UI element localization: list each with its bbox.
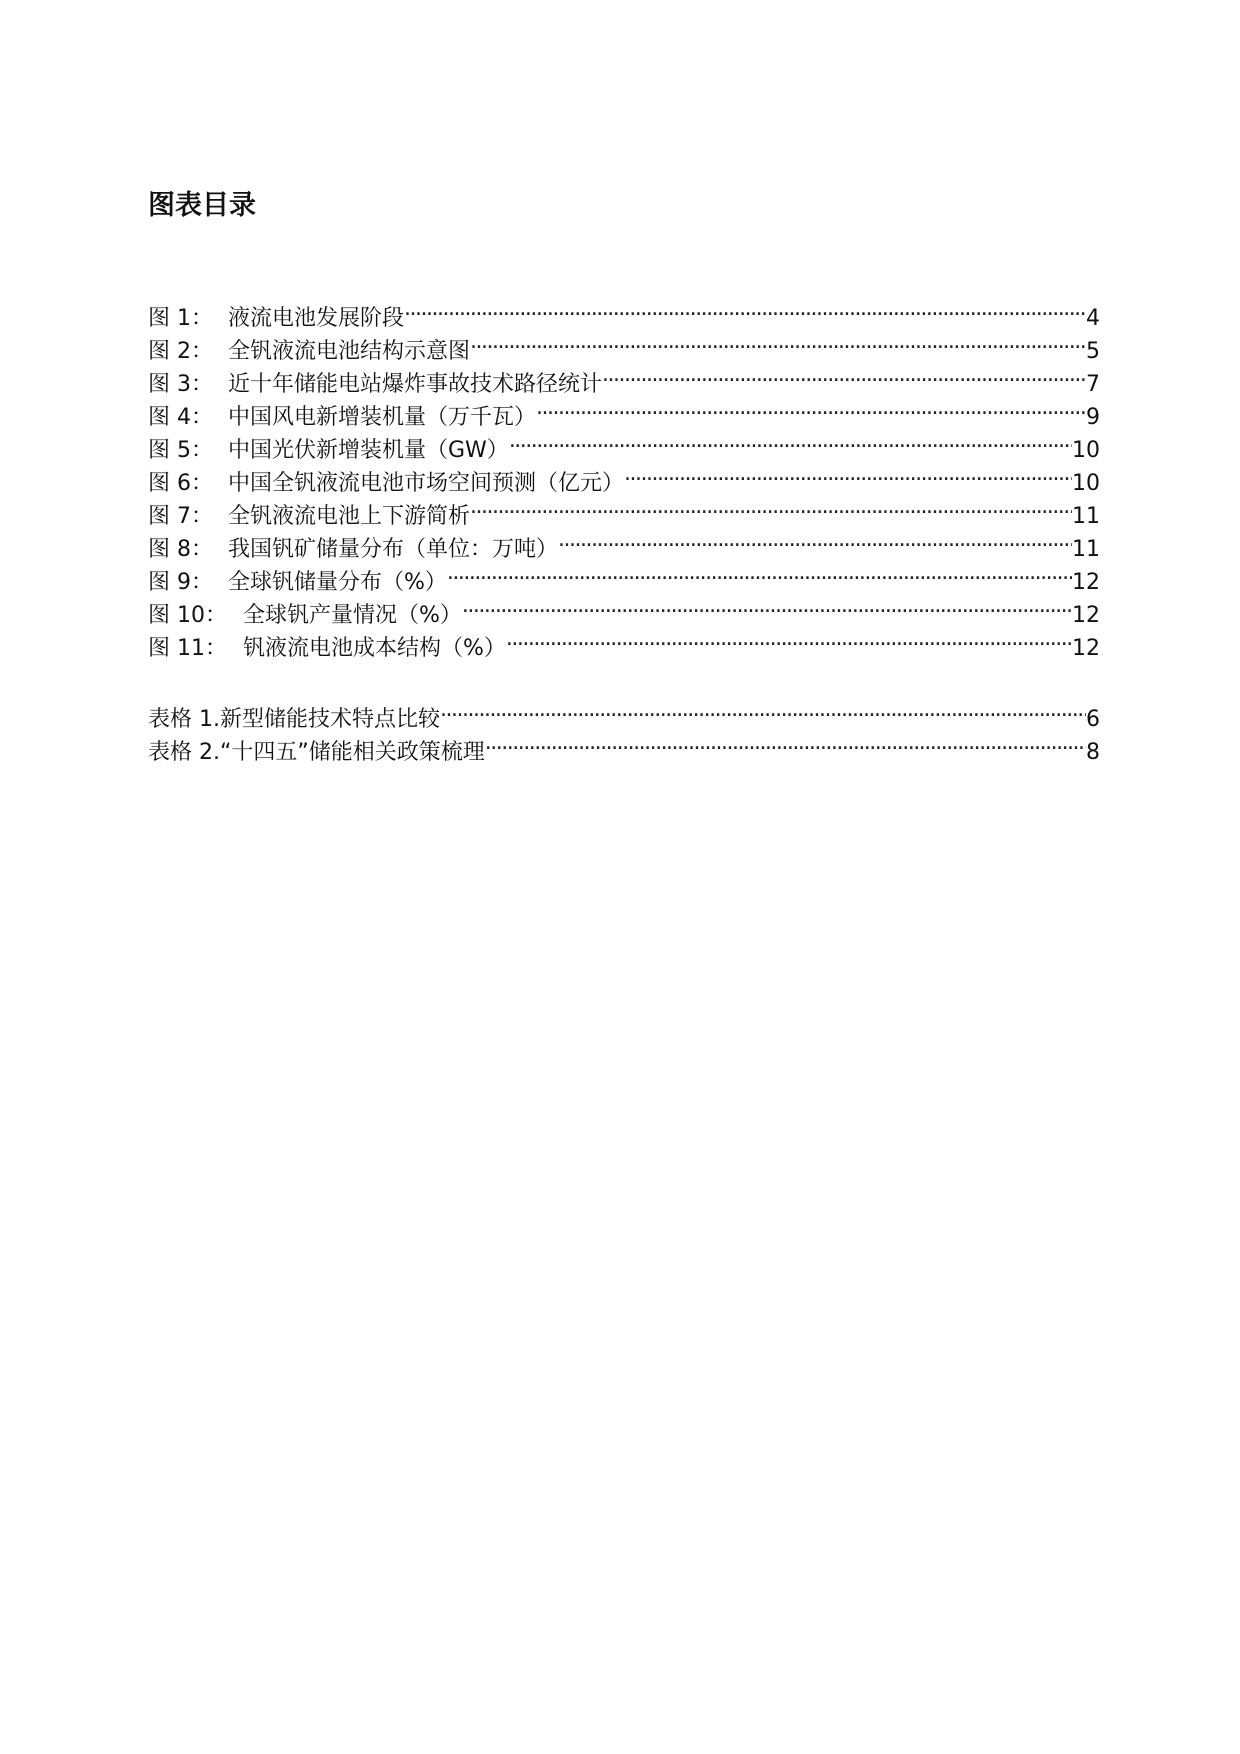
dot-leader bbox=[404, 292, 1086, 325]
toc-page-number: 7 bbox=[1086, 372, 1100, 397]
toc-caption: 全球钒产量情况（%） bbox=[243, 603, 462, 628]
toc-caption: 全钒液流电池结构示意图 bbox=[228, 339, 471, 364]
toc-caption: “十四五”储能相关政策梳理 bbox=[219, 740, 485, 765]
toc-page-number: 8 bbox=[1086, 740, 1100, 765]
toc-entry-table-1[interactable] bbox=[148, 693, 1100, 732]
toc-label: 图 9： bbox=[148, 570, 213, 595]
toc-page-number: 11 bbox=[1072, 504, 1100, 529]
toc-page-number: 12 bbox=[1072, 603, 1100, 628]
toc-caption: 近十年储能电站爆炸事故技术路径统计 bbox=[228, 372, 603, 397]
toc-caption: 全球钒储量分布（%） bbox=[228, 570, 447, 595]
toc-label: 表格 2. bbox=[148, 740, 220, 765]
toc-page-number: 9 bbox=[1086, 405, 1100, 430]
toc-label: 表格 1. bbox=[148, 707, 220, 732]
toc-page-number: 10 bbox=[1072, 471, 1100, 496]
toc-caption: 我国钒矿储量分布（单位：万吨） bbox=[228, 537, 559, 562]
dot-leader bbox=[485, 726, 1086, 759]
toc-page-number: 10 bbox=[1072, 438, 1100, 463]
toc-page-number: 6 bbox=[1086, 707, 1100, 732]
dot-leader bbox=[462, 589, 1072, 622]
toc-label: 图 11： bbox=[148, 636, 227, 661]
dot-leader bbox=[558, 523, 1072, 556]
toc-page-number: 4 bbox=[1086, 306, 1100, 331]
toc-caption: 液流电池发展阶段 bbox=[228, 306, 405, 331]
dot-leader bbox=[470, 490, 1072, 523]
toc-caption: 中国光伏新增装机量（GW） bbox=[228, 438, 509, 463]
toc-caption: 全钒液流电池上下游简析 bbox=[228, 504, 471, 529]
toc-label: 图 5： bbox=[148, 438, 213, 463]
toc-page-number: 11 bbox=[1072, 537, 1100, 562]
toc-label: 图 4： bbox=[148, 405, 213, 430]
toc-caption: 钒液流电池成本结构（%） bbox=[243, 636, 506, 661]
dot-leader bbox=[509, 424, 1072, 457]
toc-caption: 中国全钒液流电池市场空间预测（亿元） bbox=[228, 471, 625, 496]
toc-caption: 中国风电新增装机量（万千瓦） bbox=[228, 405, 537, 430]
toc-page-number: 12 bbox=[1072, 570, 1100, 595]
dot-leader bbox=[506, 622, 1072, 655]
dot-leader bbox=[470, 325, 1086, 358]
dot-leader bbox=[440, 693, 1086, 726]
toc-page-number: 12 bbox=[1072, 636, 1100, 661]
toc-label: 图 1： bbox=[148, 306, 213, 331]
dot-leader bbox=[624, 457, 1072, 490]
toc-label: 图 10： bbox=[148, 603, 227, 628]
page-title: 图表目录 bbox=[148, 190, 256, 221]
dot-leader bbox=[602, 358, 1086, 391]
toc-label: 图 7： bbox=[148, 504, 213, 529]
dot-leader bbox=[536, 391, 1086, 424]
toc-label: 图 6： bbox=[148, 471, 213, 496]
toc-page-number: 5 bbox=[1086, 339, 1100, 364]
toc-caption: 新型储能技术特点比较 bbox=[219, 707, 440, 732]
figure-list bbox=[148, 292, 1100, 661]
toc-entry-figure-1[interactable] bbox=[148, 292, 1100, 331]
dot-leader bbox=[447, 556, 1072, 589]
toc-label: 图 2： bbox=[148, 339, 213, 364]
toc-label: 图 3： bbox=[148, 372, 213, 397]
toc-label: 图 8： bbox=[148, 537, 213, 562]
table-list bbox=[148, 693, 1100, 765]
